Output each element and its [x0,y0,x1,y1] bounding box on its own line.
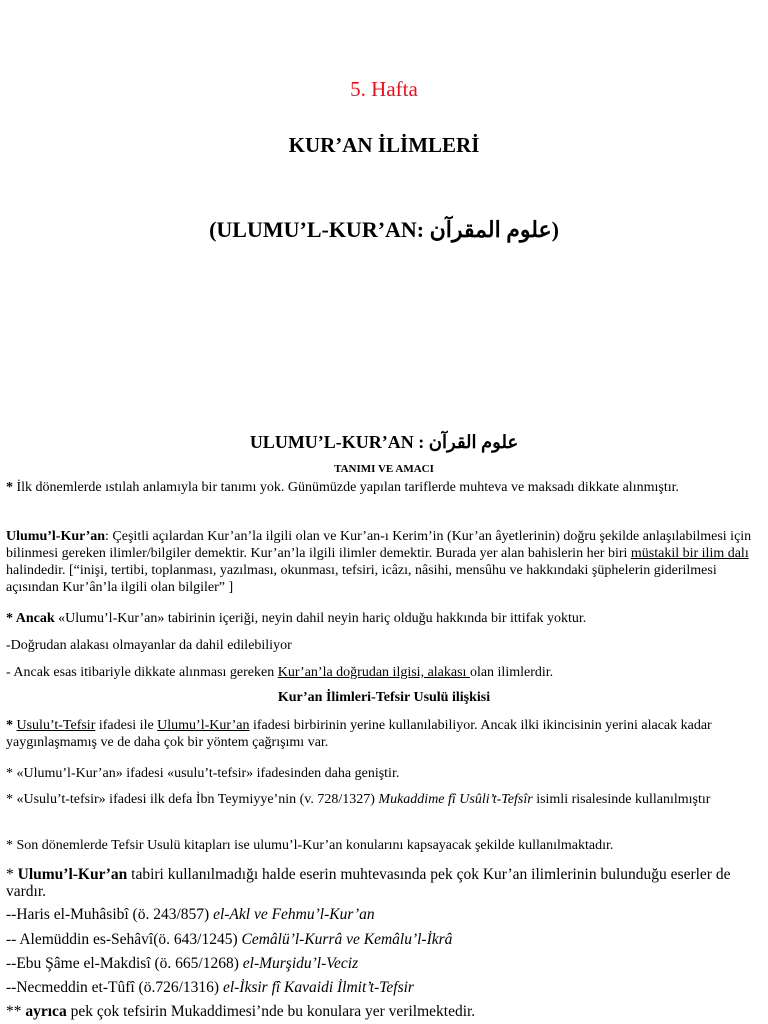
paragraph-text: pek çok tefsirin Mukaddimesi’nde bu konulara yer verilmektedir. [66,1003,476,1020]
paragraph-text: olan ilimlerdir. [469,665,554,680]
author-text: --Ebu Şâme el-Makdisî (ö. 665/1268) [6,955,243,972]
paragraph-text: ifadesi birbirinin yerine kullanılabiliyor. Ancak ilki ikincisinin yerini alacak kadar yaygınlaşmamış ve de daha çok bir yöntem çağrışımı var. [6,718,712,750]
paragraph-text: İlk dönemlerde ıstılah anlamıyla bir tanımı yok. Günümüzde yapılan tariflerde muhteva ve maksadı dikkate alınmıştır. [13,480,679,495]
paragraph-text: «Ulumu’l-Kur’an» tabirinin içeriği, neyin dahil neyin hariç olduğu hakkında bir ittifak yoktur. [54,611,587,626]
subsection-heading: Kur’an İlimleri-Tefsir Usulü ilişkisi [277,690,491,705]
author-text: --Necmeddin et-Tûfî (ö.726/1316) [6,979,223,996]
paragraph-text: halindedir. [“inişi, tertibi, toplanması, yazılması, okunması, tefsiri, icâzı, nâsihi, mensûhu ve hakkındaki şüphelerin giderilmesi açısından Kur’ân’la ilgili olan bilgiler” ] [6,563,717,595]
work-list-item [6,955,758,972]
paragraph-9: * Son dönemlerde Tefsir Usulü kitapları ise ulumu’l-Kur’an konularını kapsayacak şekilde kullanılmaktadır. [6,838,614,853]
paragraph-10 [6,866,758,900]
paragraph-7: * «Ulumu’l-Kur’an» ifadesi «usulu’t-tefsir» ifadesinden daha geniştir. [6,766,400,781]
underlined-term: Ulumu’l-Kur’an [157,718,250,733]
work-title: Mukaddime fî Usûli’t-Tefsîr [378,792,533,807]
paragraph-text: ifadesi ile [95,718,158,733]
work-list-item [6,979,758,996]
bullet-star: * [6,480,13,495]
paragraph-3 [6,610,758,627]
paragraph-definition [6,528,758,596]
work-list-item [6,906,758,923]
paragraph-text: tabiri kullanılmadığı halde eserin muhtevasında pek çok Kur’an ilimlerinin bulunduğu eserler de vardır. [6,866,731,900]
week-label: 5. Hafta [350,77,418,101]
page-subtitle: (ULUMU’L-KUR’AN: علوم المقرآن) [209,217,559,242]
term-bold: Ulumu’l-Kur’an [6,529,106,544]
paragraph-6 [6,717,758,751]
paragraph-1 [6,479,758,496]
paragraph-11 [6,1003,758,1020]
work-title: el-Murşidu’l-Veciz [242,955,359,972]
work-list-item [6,931,758,948]
underlined-term: Usulu’t-Tefsir [16,718,96,733]
term-bold: * Ancak [6,611,55,626]
author-text: -- Alemüddin es-Sehâvî(ö. 643/1245) [6,931,242,948]
underlined-phrase: Kur’an’la doğrudan ilgisi, alakası [277,665,470,680]
work-title: el-Akl ve Fehmu’l-Kur’an [213,906,375,923]
paragraph-5 [6,664,758,681]
paragraph-text: * «Usulu’t-tefsir» ifadesi ilk defa İbn Teymiyye’nin (v. 728/1327) [6,792,379,807]
paragraph-text: : Çeşitli açılardan Kur’an’la ilgili olan ve Kur’an-ı Kerim’in (Kur’an âyetlerinin) doğru şekilde anlaşılabilmesi için bilinmesi gereken ilimler/bilgiler demektir. Kur’an’la ilgili ilimler demektir. Burada yer alan bahislerin her biri [6,529,752,561]
work-title: Cemâlü’l-Kurrâ ve Kemâlu’l-İkrâ [241,931,453,948]
term-bold: ayrıca [25,1003,67,1020]
bullet-star: ** [6,1003,26,1020]
term-bold: Ulumu’l-Kur’an [17,866,128,883]
section-title: ULUMU’L-KUR’AN : علوم القرآن [249,432,519,452]
section-subheading: TANIMI VE AMACI [334,463,434,475]
author-text: --Haris el-Muhâsibî (ö. 243/857) [6,906,214,923]
paragraph-4: -Doğrudan alakası olmayanlar da dahil edilebiliyor [6,638,292,653]
page-title: KUR’AN İLİMLERİ [288,133,480,157]
underlined-phrase: müstakil bir ilim dalı [630,546,749,561]
paragraph-text: - Ancak esas itibariyle dikkate alınması gereken [6,665,278,680]
paragraph-text: isimli risalesinde kullanılmıştır [532,792,711,807]
work-title: el-İksir fî Kavaidi İlmit’t-Tefsir [222,979,414,996]
bullet-star: * [6,866,18,883]
bullet-star: * [6,718,13,733]
paragraph-8 [6,791,758,808]
